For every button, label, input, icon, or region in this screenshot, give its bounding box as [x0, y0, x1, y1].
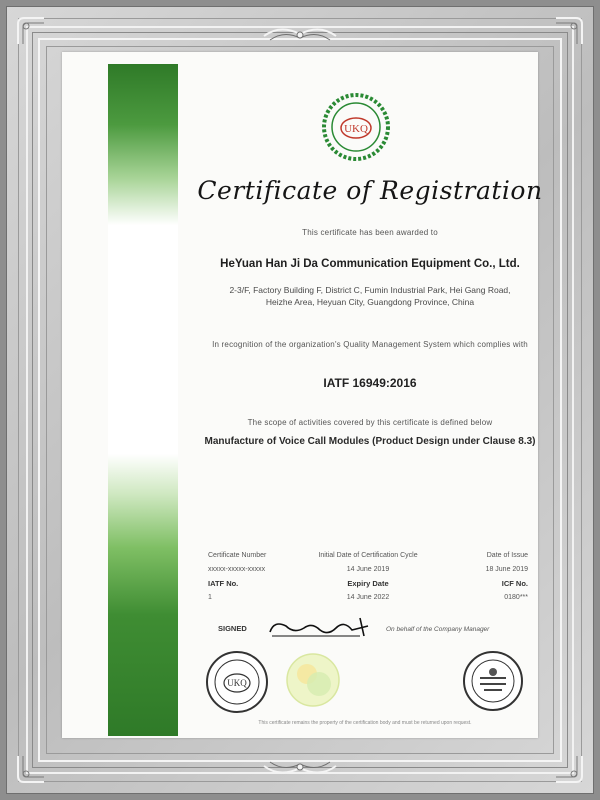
scope-text: Manufacture of Voice Call Modules (Product Design under Clause 8.3) [204, 436, 536, 447]
company-name: HeYuan Han Ji Da Communication Equipment Co., Ltd. [220, 258, 520, 270]
details-label: ICF No. [501, 578, 528, 588]
details-row [208, 576, 528, 590]
scope-intro: The scope of activities covered by this certificate is defined below [247, 418, 493, 427]
details-header: Date of Issue [486, 551, 528, 559]
frame-ornament-icon [260, 756, 340, 778]
ukq-logo-icon [321, 92, 391, 162]
details-row [208, 562, 528, 576]
ukq-seal-icon [205, 650, 269, 714]
details-value: 14 June 2019 [346, 565, 390, 573]
signature-label: SIGNED [218, 624, 247, 633]
details-label: IATF No. [208, 578, 239, 588]
accreditation-seal-icon [462, 650, 524, 712]
details-row [208, 548, 528, 562]
certificate-details [208, 548, 528, 604]
corner-ornament-icon [14, 14, 48, 48]
recognition-text: In recognition of the organization's Quality Management System which complies with [212, 340, 528, 349]
corner-ornament-icon [552, 752, 586, 786]
address-line: 2-3/F, Factory Building F, District C, Fumin Industrial Park, Hei Gang Road, [229, 285, 511, 295]
standard-code: IATF 16949:2016 [323, 376, 417, 390]
details-value: 1 [208, 593, 212, 601]
hologram-seal-icon [285, 652, 341, 708]
details-row [208, 590, 528, 604]
green-stripe [108, 64, 178, 736]
logo-text: UKQ [344, 123, 368, 135]
details-header: Certificate Number [208, 551, 267, 559]
details-value: 14 June 2022 [346, 593, 390, 601]
details-value: 0180*** [504, 593, 528, 601]
footer-text: This certificate remains the property of the certification body and must be returned upon request. [258, 720, 472, 726]
issued-to-text: This certificate has been awarded to [302, 228, 438, 237]
corner-ornament-icon [552, 14, 586, 48]
signature-icon [264, 612, 374, 642]
details-value: xxxxx-xxxxx-xxxxx [208, 565, 266, 573]
address-line: Heizhe Area, Heyuan City, Guangdong Province, China [265, 297, 475, 307]
details-value: 18 June 2019 [485, 565, 528, 573]
frame-ornament-icon [260, 24, 340, 46]
company-address [180, 284, 560, 308]
signature-note: On behalf of the Company Manager [386, 626, 490, 633]
details-label: Expiry Date [347, 578, 389, 588]
certificate-title: Certificate of Registration [197, 176, 543, 205]
details-header: Initial Date of Certification Cycle [318, 551, 418, 559]
corner-ornament-icon [14, 752, 48, 786]
seal-text: UKQ [227, 678, 247, 688]
